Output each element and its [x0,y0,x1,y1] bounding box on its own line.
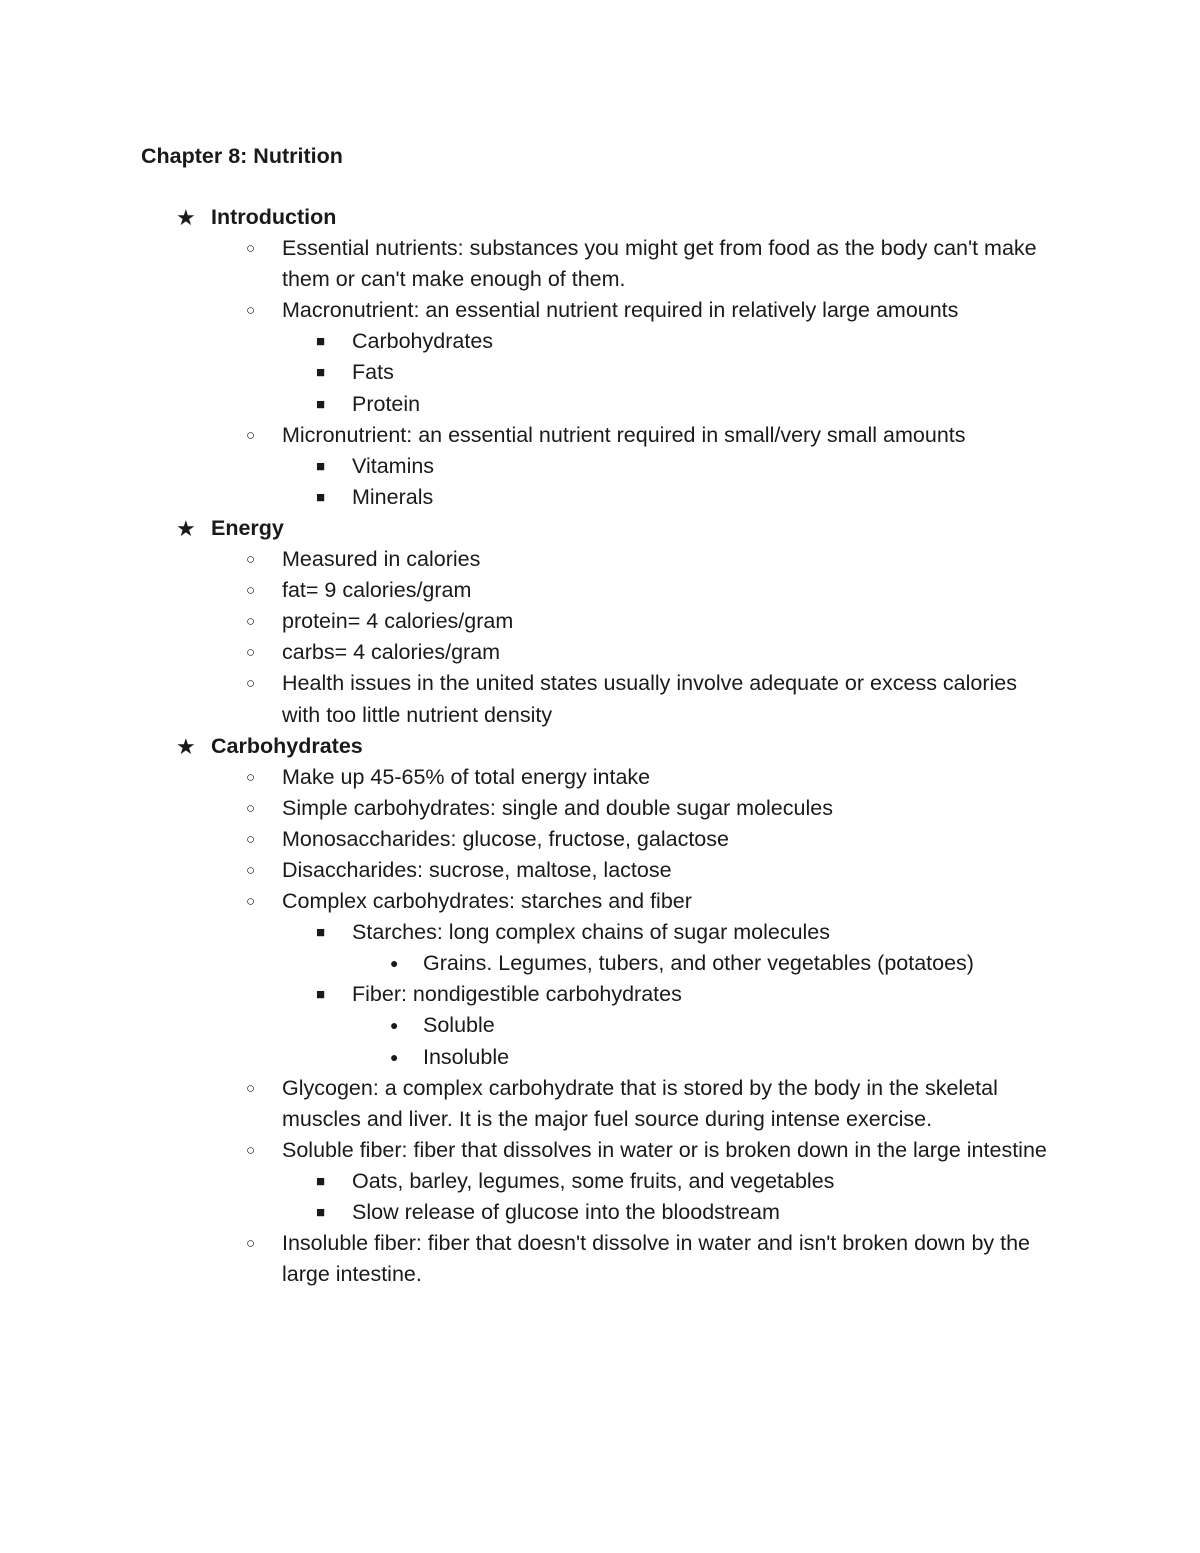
square-bullet-icon: ■ [316,924,326,942]
circle-bullet-icon: ○ [246,551,256,569]
circle-bullet-icon: ○ [246,302,256,320]
list-item [0,1166,1200,1197]
section-heading-text: Carbohydrates [211,733,363,758]
section-heading-introduction [0,202,1200,233]
circle-bullet-icon: ○ [246,613,256,631]
list-item [0,575,1052,606]
list-item-text: Fiber: nondigestible carbohydrates [352,982,682,1007]
list-item-text: Essential nutrients: substances you might get from food as the body can't make them or can't make enough of them. [282,236,1037,292]
list-item [0,1135,1052,1166]
list-item-text: Glycogen: a complex carbohydrate that is stored by the body in the skeletal muscles and liver. It is the major fuel source during intense exercise. [282,1075,998,1131]
list-item-text: Simple carbohydrates: single and double sugar molecules [282,795,833,820]
circle-bullet-icon: ○ [246,240,256,258]
section-heading-energy [0,513,1200,544]
list-item [0,886,1052,917]
list-item-text: Slow release of glucose into the bloodstream [352,1200,780,1224]
star-bullet-icon: ★ [176,205,196,230]
circle-bullet-icon: ○ [246,1141,256,1159]
circle-bullet-icon: ○ [246,582,256,600]
circle-bullet-icon: ○ [246,426,256,444]
list-item-text: Soluble fiber: fiber that dissolves in water or is broken down in the large intestine [282,1137,1047,1162]
list-item [0,855,1052,886]
list-item-text: carbs= 4 calories/gram [282,640,501,665]
list-item-text: Vitamins [352,453,435,478]
circle-bullet-icon: ○ [246,768,256,786]
list-item [0,544,1052,575]
list-item [0,948,1200,979]
page-title: Chapter 8: Nutrition [141,144,343,168]
list-item [0,295,1052,326]
list-item [0,389,1200,420]
list-item-text: Disaccharides: sucrose, maltose, lactose [282,857,672,882]
list-item-text: Grains. Legumes, tubers, and other vegetables (potatoes) [423,951,974,976]
list-item-text: Measured in calories [282,547,481,572]
section-heading-text: Energy [211,515,284,540]
list-item [0,606,1052,637]
list-item [0,1073,1052,1135]
outline [0,202,1200,1290]
star-bullet-icon: ★ [176,733,196,759]
section-heading-carbohydrates [0,731,1200,762]
square-bullet-icon: ■ [316,364,326,382]
list-item-text: Soluble [423,1013,495,1038]
list-item-text: Fats [352,360,394,385]
list-item-text: fat= 9 calories/gram [282,578,472,603]
list-item [0,420,1052,451]
list-item-text: Minerals [352,484,434,509]
circle-bullet-icon: ○ [246,1235,256,1253]
list-item-text: Oats, barley, legumes, some fruits, and vegetables [352,1168,835,1193]
list-item-text: Complex carbohydrates: starches and fiber [282,889,692,914]
dot-bullet-icon: ● [390,1017,399,1034]
list-item [0,637,1052,668]
list-item [0,451,1200,482]
star-bullet-icon: ★ [176,515,196,541]
circle-bullet-icon: ○ [246,861,256,879]
circle-bullet-icon: ○ [246,675,256,693]
list-item-text: Make up 45-65% of total energy intake [282,764,651,789]
list-item-text: Carbohydrates [352,329,494,354]
square-bullet-icon: ■ [316,395,326,413]
list-item-text: Micronutrient: an essential nutrient required in small/very small amounts [282,422,966,447]
dot-bullet-icon: ● [390,1048,399,1065]
list-item-text: protein= 4 calories/gram [282,609,514,634]
circle-bullet-icon: ○ [246,1079,256,1097]
list-item [0,668,1052,730]
list-item-text: Protein [352,391,421,416]
list-item-text: Insoluble fiber: fiber that doesn't dissolve in water and isn't broken down by the large intestine. [282,1231,1031,1287]
list-item-text: Macronutrient: an essential nutrient required in relatively large amounts [282,298,959,323]
list-item [0,326,1200,357]
list-item [0,357,1200,388]
list-item-text: Starches: long complex chains of sugar molecules [352,920,831,945]
list-item [0,482,1200,513]
square-bullet-icon: ■ [316,488,326,506]
list-item-text: Monosaccharides: glucose, fructose, galactose [282,826,729,851]
list-item [0,1197,1200,1228]
circle-bullet-icon: ○ [246,644,256,662]
list-item [0,917,1200,948]
list-item-text: Health issues in the united states usually involve adequate or excess calories with too little nutrient density [282,671,1017,727]
list-item [0,1042,1200,1073]
list-item [0,762,1052,793]
square-bullet-icon: ■ [316,457,326,475]
dot-bullet-icon: ● [390,955,399,972]
square-bullet-icon: ■ [316,333,326,351]
list-item [0,1010,1200,1041]
circle-bullet-icon: ○ [246,893,256,911]
list-item [0,824,1052,855]
square-bullet-icon: ■ [316,1204,326,1221]
circle-bullet-icon: ○ [246,799,256,817]
square-bullet-icon: ■ [316,986,326,1004]
list-item [0,233,1052,295]
circle-bullet-icon: ○ [246,830,256,848]
list-item [0,793,1052,824]
list-item [0,979,1200,1010]
square-bullet-icon: ■ [316,1172,326,1190]
list-item-text: Insoluble [423,1044,510,1069]
section-heading-text: Introduction [211,205,337,229]
list-item [0,1228,1052,1290]
